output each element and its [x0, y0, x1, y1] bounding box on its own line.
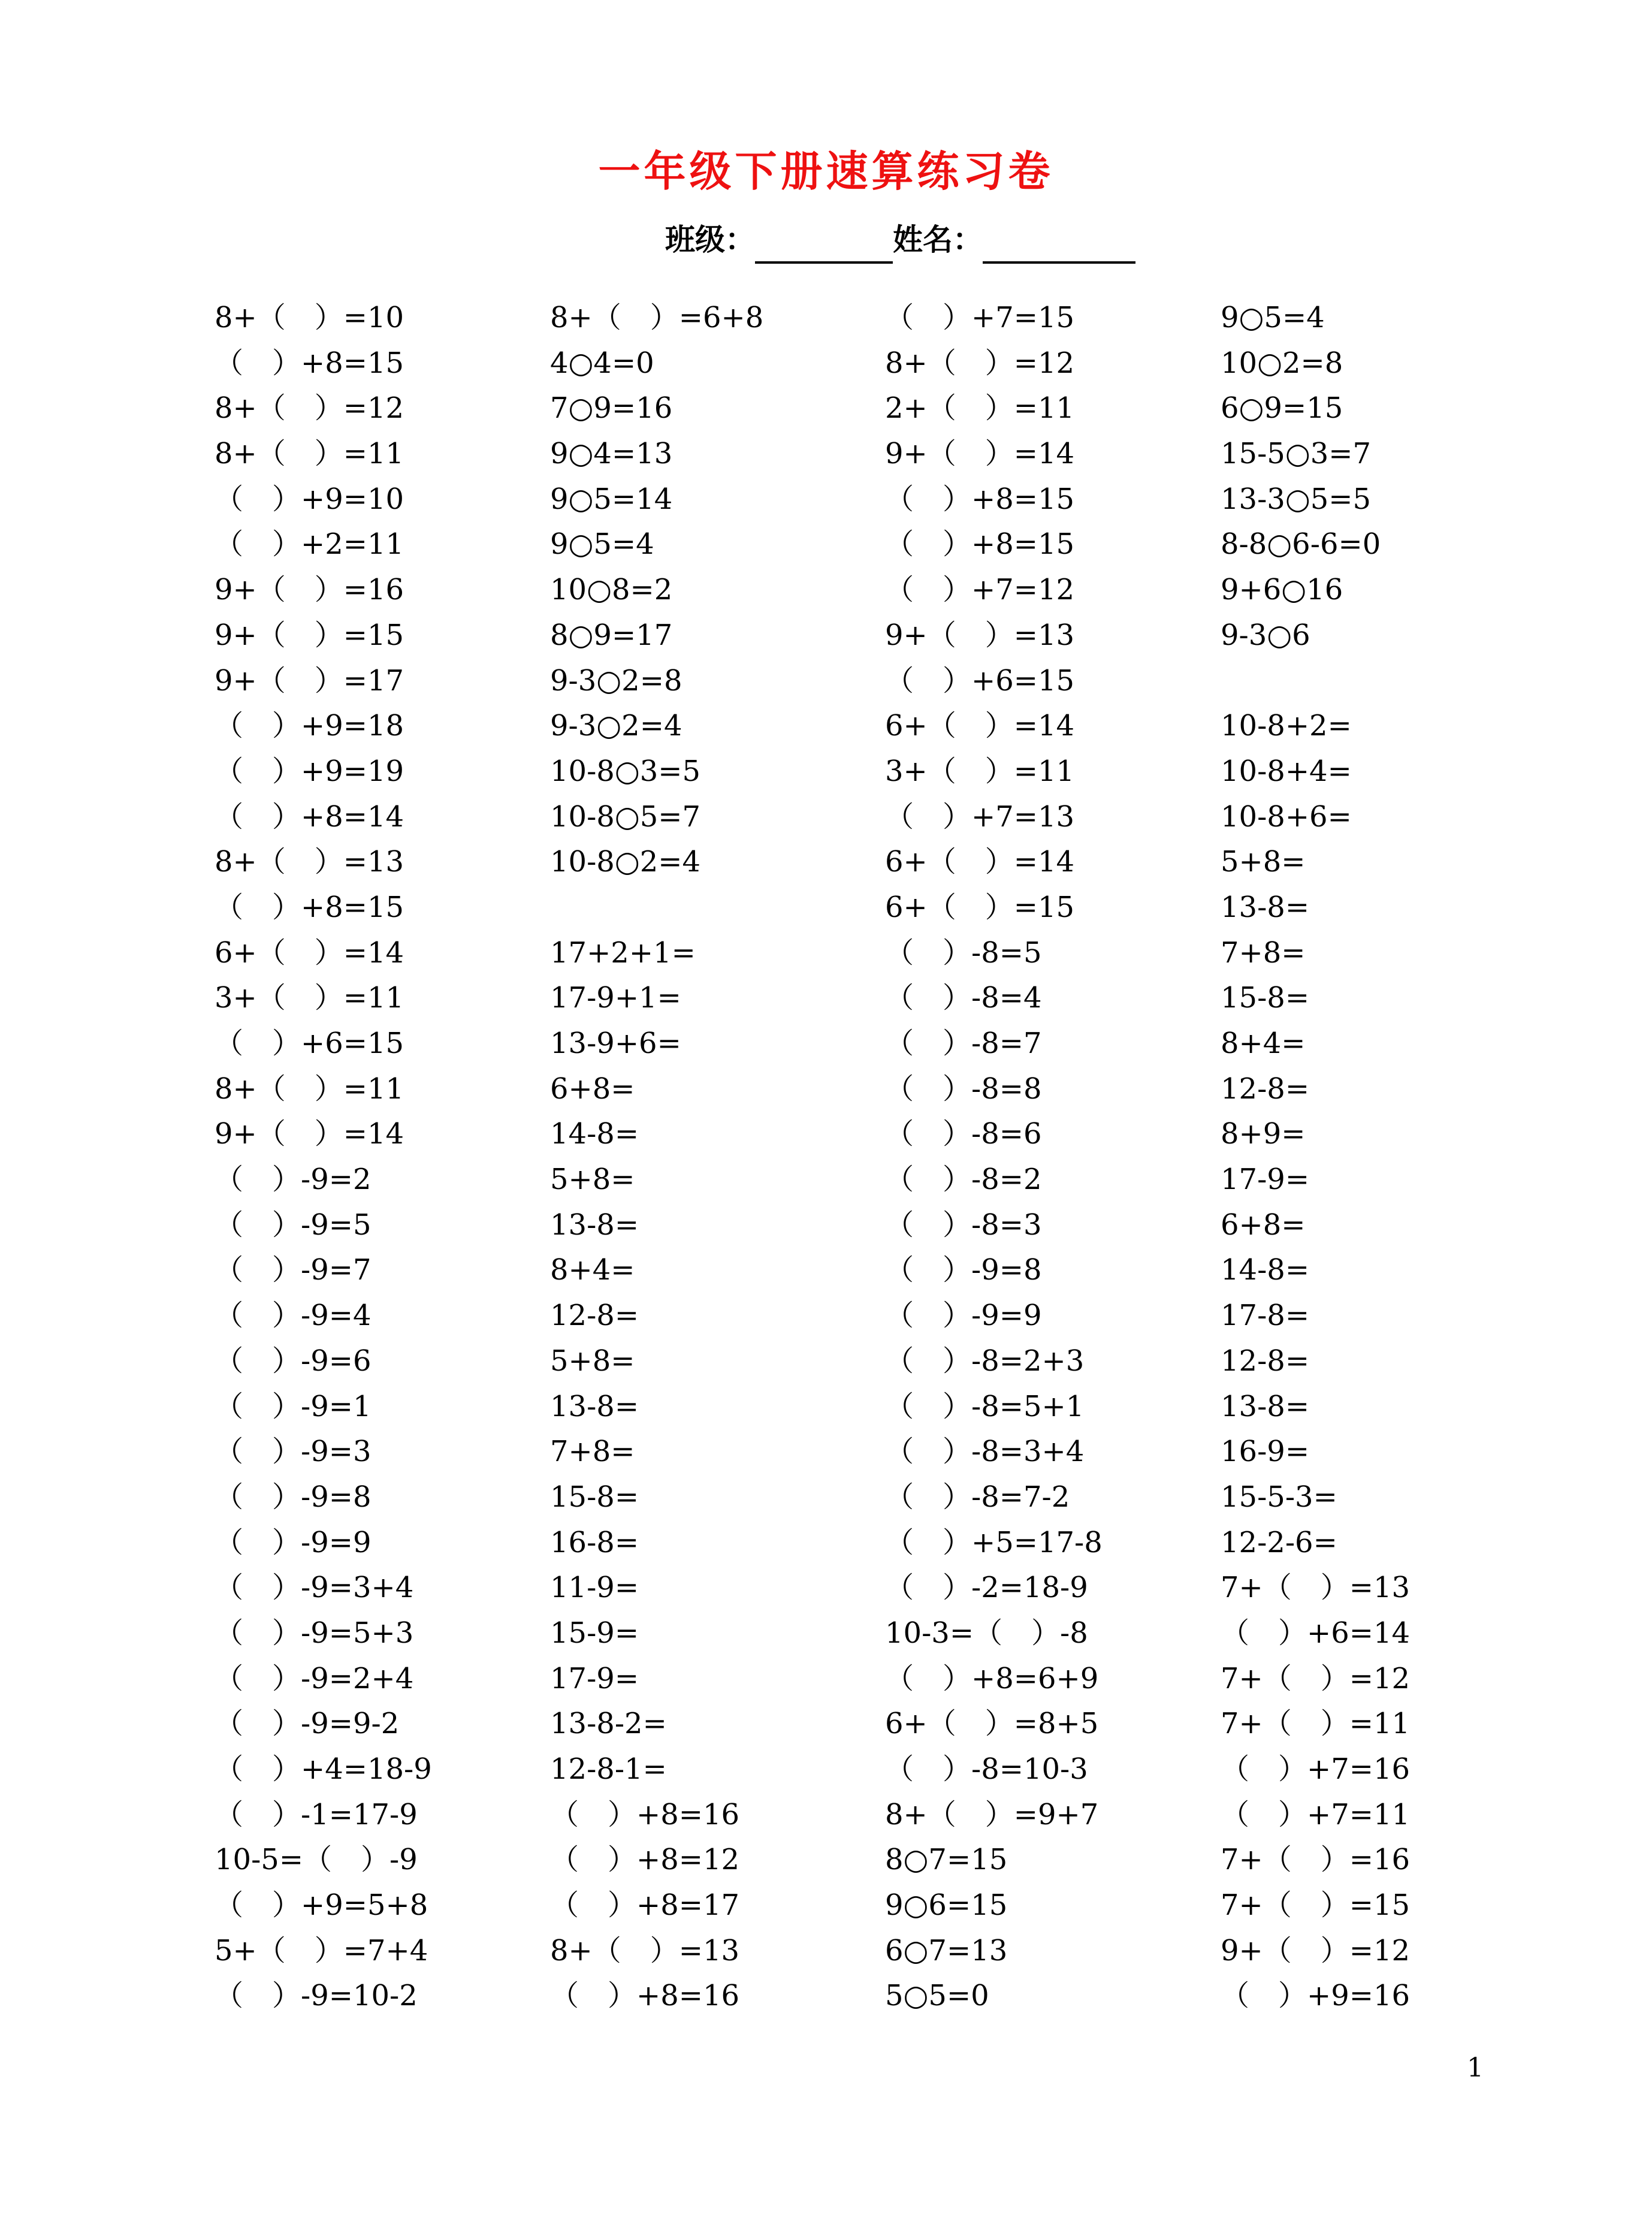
problem-item: （ ）-8=7	[885, 1027, 1042, 1060]
problem-item: 8+（ ）=11	[215, 1072, 404, 1106]
problem-item: 5+8=	[550, 1163, 635, 1197]
class-blank	[755, 225, 893, 264]
problem-item: 8○7=15	[885, 1843, 1008, 1877]
problem-item: （ ）-8=8	[885, 1072, 1042, 1106]
problem-item: （ ）-9=8	[215, 1480, 372, 1514]
problem-item: 17-9+1=	[550, 981, 681, 1015]
problem-item: 14-8=	[550, 1117, 639, 1151]
problem-item: 6+（ ）=14	[885, 709, 1075, 743]
problem-item: （ ）-9=9-2	[215, 1707, 400, 1741]
problem-item: （ ）+4=18-9	[215, 1752, 432, 1786]
problem-item: （ ）+9=19	[215, 754, 404, 788]
problem-item: 9○5=4	[1221, 301, 1325, 334]
problem-item: 9-3○6	[1221, 618, 1310, 652]
problem-item: （ ）+8=15	[215, 346, 404, 380]
problem-item: （ ）+6=15	[215, 1027, 404, 1060]
problem-item: 2+（ ）=11	[885, 391, 1075, 426]
problem-item: 9○6=15	[885, 1888, 1008, 1923]
problem-item: 12-2-6=	[1221, 1525, 1337, 1559]
problem-item: 14-8=	[1221, 1253, 1310, 1287]
problem-item: 10-5=（ ）-9	[215, 1843, 418, 1877]
problem-item: 9+（ ）=13	[885, 618, 1075, 652]
problem-item: 9-3○2=8	[550, 663, 682, 698]
problem-item: 9-3○2=4	[550, 709, 682, 743]
problem-item: （ ）+7=11	[1221, 1797, 1411, 1831]
problem-item: 10○2=8	[1221, 346, 1343, 380]
problem-item: 6○9=15	[1221, 391, 1343, 426]
problem-item: 10-8+4=	[1221, 754, 1352, 788]
student-info-line	[665, 216, 1135, 264]
problem-item: （ ）-9=3+4	[215, 1571, 414, 1605]
problem-item: 10-8+2=	[1221, 709, 1352, 743]
problem-item: 5+8=	[1221, 845, 1306, 879]
problem-item: 13-8=	[550, 1389, 639, 1423]
problem-item: 8+（ ）=9+7	[885, 1797, 1099, 1831]
problem-item: 9+（ ）=14	[215, 1117, 404, 1151]
problem-item: 7+（ ）=13	[1221, 1571, 1411, 1605]
problem-item: 10-3=（ ）-8	[885, 1616, 1088, 1650]
problem-item: 6+8=	[1221, 1208, 1306, 1242]
problem-item: 8+9=	[1221, 1117, 1306, 1151]
problem-item: 9○5=4	[550, 527, 654, 562]
problem-item: 9○5=14	[550, 482, 673, 516]
problem-item: 7+8=	[1221, 936, 1306, 970]
problem-item: 8+（ ）=6+8	[550, 301, 764, 334]
problem-item: （ ）+6=15	[885, 663, 1075, 698]
problem-item: （ ）-9=9	[885, 1299, 1042, 1333]
problem-item: （ ）-8=6	[885, 1117, 1042, 1151]
problem-item: （ ）-9=6	[215, 1344, 372, 1378]
problem-item: 8+（ ）=12	[215, 391, 404, 426]
problem-item: （ ）-8=5	[885, 936, 1042, 970]
problem-item: 7+（ ）=11	[1221, 1707, 1411, 1741]
problem-item: （ ）+6=14	[1221, 1616, 1411, 1650]
problem-item: （ ）+8=14	[215, 799, 404, 834]
problem-item: 6+8=	[550, 1072, 635, 1106]
problem-item: （ ）+7=15	[885, 301, 1075, 334]
problem-item: 10-8○2=4	[550, 845, 701, 879]
problem-item	[1221, 659, 1544, 704]
problem-item: 13-8=	[1221, 890, 1310, 924]
problem-item: 4○4=0	[550, 346, 654, 380]
problem-item: 13-8=	[550, 1208, 639, 1242]
problem-item: 6+（ ）=8+5	[885, 1707, 1099, 1741]
problem-item: 9+（ ）=15	[215, 618, 404, 652]
problem-item: 9+（ ）=12	[1221, 1933, 1411, 1968]
problem-item: 7○9=16	[550, 391, 673, 426]
problem-item: 13-3○5=5	[1221, 482, 1372, 516]
problem-item: （ ）-9=1	[215, 1389, 372, 1423]
problem-item: （ ）-8=7-2	[885, 1480, 1070, 1514]
problem-item: 7+（ ）=16	[1221, 1843, 1411, 1877]
problem-item: 9+6○16	[1221, 573, 1343, 607]
problem-item: 8+（ ）=13	[550, 1933, 740, 1968]
problem-item: （ ）+8=6+9	[885, 1661, 1099, 1695]
problem-item: 13-8=	[1221, 1389, 1310, 1423]
problem-item: 12-8-1=	[550, 1752, 667, 1786]
problem-item: 3+（ ）=11	[885, 754, 1075, 788]
problem-column-3	[885, 295, 1209, 2019]
problem-item: （ ）+8=15	[215, 890, 404, 924]
problem-item: 5+（ ）=7+4	[215, 1933, 428, 1968]
problem-item: 15-5-3=	[1221, 1480, 1337, 1514]
problem-item: （ ）-8=10-3	[885, 1752, 1088, 1786]
problem-item: （ ）-1=17-9	[215, 1797, 418, 1831]
problem-item: 5+8=	[550, 1344, 635, 1378]
problem-item: （ ）+7=12	[885, 573, 1075, 607]
problem-item: 6+（ ）=15	[885, 890, 1075, 924]
problem-item: （ ）-9=9	[215, 1525, 372, 1559]
problem-item: （ ）-8=2+3	[885, 1344, 1085, 1378]
problem-item: （ ）-9=7	[215, 1253, 372, 1287]
problem-item: 9○4=13	[550, 437, 673, 471]
problem-item: （ ）-9=5+3	[215, 1616, 414, 1650]
problem-column-1	[215, 295, 538, 2019]
problem-item: （ ）+8=16	[550, 1797, 740, 1831]
problem-column-4	[1221, 295, 1544, 2019]
problem-item: （ ）+7=16	[1221, 1752, 1411, 1786]
problem-item: （ ）-9=3	[215, 1435, 372, 1469]
problem-item: 12-8=	[1221, 1072, 1310, 1106]
worksheet-title: 一年级下册速算练习卷	[598, 146, 1054, 196]
problem-item: 9+（ ）=16	[215, 573, 404, 607]
problem-item: 17-8=	[1221, 1299, 1310, 1333]
problem-item: 8+（ ）=11	[215, 437, 404, 471]
problem-item: 9+（ ）=14	[885, 437, 1075, 471]
problem-item: （ ）-8=5+1	[885, 1389, 1085, 1423]
problem-item: 6+（ ）=14	[215, 936, 404, 970]
problem-item: 12-8=	[1221, 1344, 1310, 1378]
problem-item: 9+（ ）=17	[215, 663, 404, 698]
problem-item: 8+（ ）=10	[215, 301, 404, 334]
problem-column-2	[550, 295, 874, 2019]
problem-item: （ ）-2=18-9	[885, 1571, 1088, 1605]
problem-item: 5○5=0	[885, 1979, 989, 2013]
problem-item: 12-8=	[550, 1299, 639, 1333]
problem-item: 7+（ ）=12	[1221, 1661, 1411, 1695]
problem-item: （ ）-9=4	[215, 1299, 372, 1333]
name-blank	[983, 225, 1135, 264]
problem-item: 8+4=	[550, 1253, 635, 1287]
problem-item: 7+（ ）=15	[1221, 1888, 1411, 1923]
problem-item: 6+（ ）=14	[885, 845, 1075, 879]
problem-item: 8+（ ）=13	[215, 845, 404, 879]
problem-item: （ ）+9=10	[215, 482, 404, 516]
problem-item: 16-8=	[550, 1525, 639, 1559]
problem-item: （ ）-9=2+4	[215, 1661, 414, 1695]
problem-item: （ ）-9=5	[215, 1208, 372, 1242]
problem-item: （ ）+8=15	[885, 482, 1075, 516]
problem-item: 11-9=	[550, 1571, 639, 1605]
name-label: 姓名：	[893, 222, 983, 257]
problem-item: 17-9=	[550, 1661, 639, 1695]
problem-item: （ ）-9=2	[215, 1163, 372, 1197]
problem-item: （ ）+9=16	[1221, 1979, 1411, 2013]
problem-item: 8-8○6-6=0	[1221, 527, 1381, 562]
class-label: 班级：	[665, 222, 755, 257]
problem-item: 8+4=	[1221, 1027, 1306, 1060]
problem-item: （ ）+8=16	[550, 1979, 740, 2013]
problem-item: 17-9=	[1221, 1163, 1310, 1197]
problem-item: （ ）+9=18	[215, 709, 404, 743]
problem-item: 3+（ ）=11	[215, 981, 404, 1015]
problem-item: 10-8○5=7	[550, 799, 701, 834]
problem-item: （ ）-8=4	[885, 981, 1042, 1015]
problem-item: （ ）+8=15	[885, 527, 1075, 562]
problem-item: （ ）+7=13	[885, 799, 1075, 834]
problem-item: 10○8=2	[550, 573, 673, 607]
problem-item: 13-8-2=	[550, 1707, 667, 1741]
problem-item: （ ）+8=17	[550, 1888, 740, 1923]
problem-item: 15-8=	[550, 1480, 639, 1514]
problem-item	[550, 885, 874, 931]
problem-item: 6○7=13	[885, 1933, 1008, 1968]
problem-item: 8+（ ）=12	[885, 346, 1075, 380]
problem-item: （ ）-9=10-2	[215, 1979, 418, 2013]
problem-item: 17+2+1=	[550, 936, 696, 970]
problem-item: （ ）-8=3+4	[885, 1435, 1085, 1469]
problem-item: （ ）-8=3	[885, 1208, 1042, 1242]
problem-item: 16-9=	[1221, 1435, 1310, 1469]
problem-item: 7+8=	[550, 1435, 635, 1469]
page-number: 1	[1467, 2053, 1484, 2083]
problem-item: 15-8=	[1221, 981, 1310, 1015]
problem-item: （ ）+5=17-8	[885, 1525, 1103, 1559]
problem-item: （ ）+8=12	[550, 1843, 740, 1877]
problem-item: （ ）+9=5+8	[215, 1888, 428, 1923]
problem-item: 13-9+6=	[550, 1027, 681, 1060]
problem-item: 10-8+6=	[1221, 799, 1352, 834]
problem-item: 15-5○3=7	[1221, 437, 1372, 471]
problem-item: （ ）-8=2	[885, 1163, 1042, 1197]
problem-item: （ ）-9=8	[885, 1253, 1042, 1287]
problem-item: 8○9=17	[550, 618, 673, 652]
problem-item: 15-9=	[550, 1616, 639, 1650]
problem-item: 10-8○3=5	[550, 754, 701, 788]
problem-item: （ ）+2=11	[215, 527, 404, 562]
